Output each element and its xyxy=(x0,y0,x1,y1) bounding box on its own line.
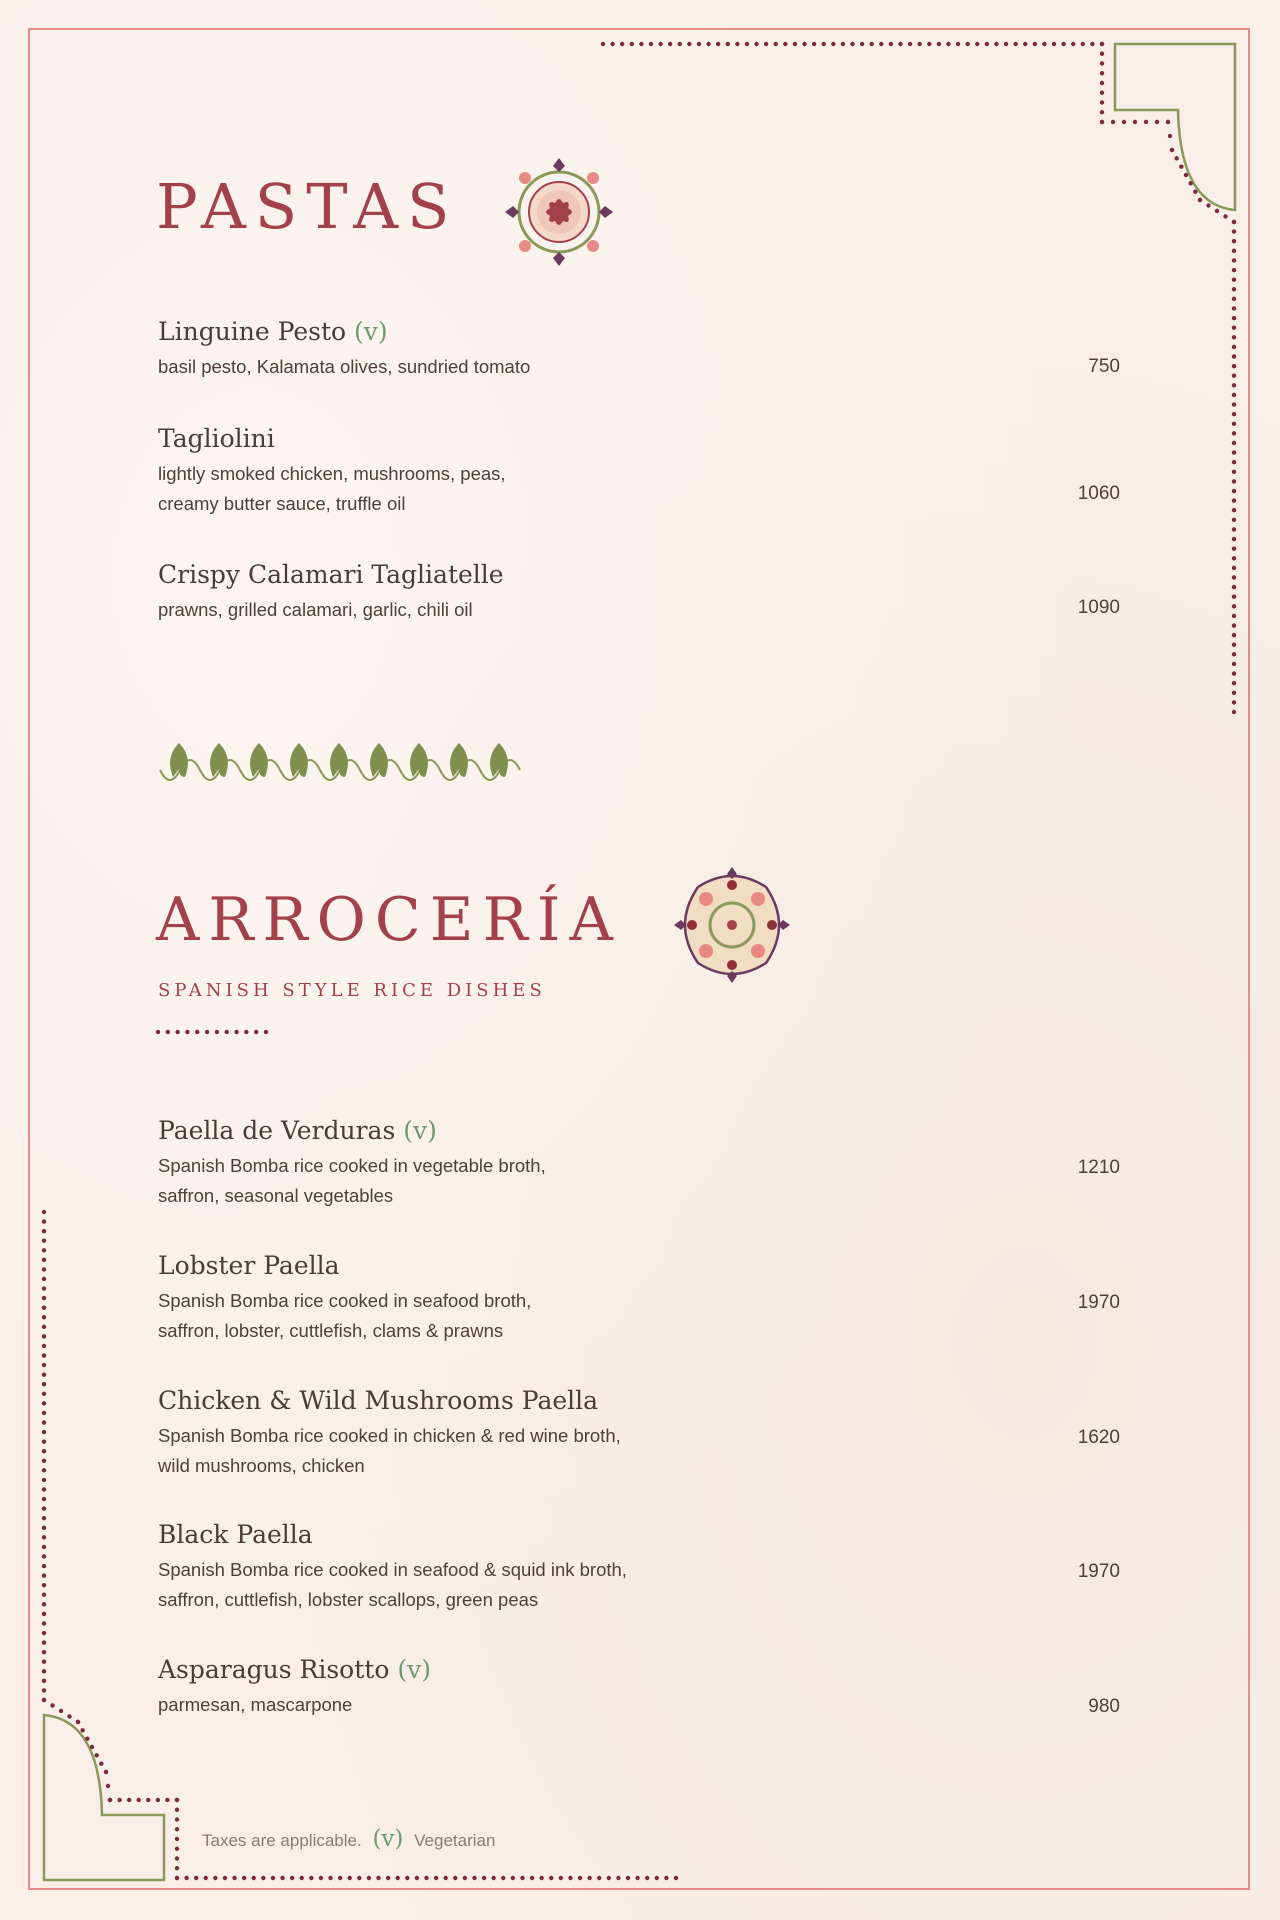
menu-item-price: 1210 xyxy=(1077,1157,1120,1178)
corner-ornament-top-right-icon xyxy=(1115,44,1235,210)
menu-item-name xyxy=(158,559,1120,591)
menu-item-name xyxy=(158,316,1120,348)
menu-item-title: Tagliolini xyxy=(158,424,275,453)
floral-medallion-icon xyxy=(505,158,613,266)
veg-legend-mark: (v) xyxy=(372,1826,404,1852)
menu-item-description: Spanish Bomba rice cooked in chicken & red wine broth, wild mushrooms, chicken xyxy=(158,1425,621,1476)
menu-item xyxy=(158,559,1120,625)
menu-item xyxy=(158,316,1120,382)
menu-item-title: Linguine Pesto xyxy=(158,317,347,346)
menu-item-title: Chicken & Wild Mushrooms Paella xyxy=(158,1386,599,1415)
menu-item xyxy=(158,1519,1120,1615)
menu-item-title: Crispy Calamari Tagliatelle xyxy=(158,560,504,589)
menu-item-name xyxy=(158,1250,1120,1282)
menu-item-title: Lobster Paella xyxy=(158,1251,340,1280)
menu-item-price: 1090 xyxy=(1077,597,1120,618)
menu-item-description: Spanish Bomba rice cooked in vegetable broth, saffron, seasonal vegetables xyxy=(158,1155,546,1206)
menu-item-price: 1970 xyxy=(1077,1292,1120,1313)
menu-item-name xyxy=(158,423,1120,455)
menu-item xyxy=(158,1654,1120,1720)
tile-medallion-icon xyxy=(674,867,790,983)
menu-item-price: 1620 xyxy=(1077,1427,1120,1448)
corner-ornament-bottom-left-icon xyxy=(44,1715,164,1880)
menu-item-description: Spanish Bomba rice cooked in seafood broth, saffron, lobster, cuttlefish, clams & prawns xyxy=(158,1290,532,1341)
pastas-heading: PASTAS xyxy=(156,170,459,243)
menu-item-name xyxy=(158,1519,1120,1551)
menu-item-description: lightly smoked chicken, mushrooms, peas, creamy butter sauce, truffle oil xyxy=(158,463,506,514)
veg-marker: (v) xyxy=(397,1655,431,1684)
menu-item-name xyxy=(158,1115,1120,1147)
menu-item-name xyxy=(158,1385,1120,1417)
menu-item-price: 1060 xyxy=(1077,483,1120,504)
menu-item-price: 1970 xyxy=(1077,1561,1120,1582)
veg-legend-label: Vegetarian xyxy=(414,1831,496,1850)
menu-item-title: Asparagus Risotto xyxy=(158,1655,390,1684)
taxes-note: Taxes are applicable. xyxy=(202,1831,362,1850)
arroceria-heading: ARROCERÍA xyxy=(156,885,622,955)
menu-item-name xyxy=(158,1654,1120,1686)
menu-item-description: parmesan, mascarpone xyxy=(158,1694,353,1715)
menu-item-price: 750 xyxy=(1088,356,1120,377)
menu-item-description: basil pesto, Kalamata olives, sundried tomato xyxy=(158,356,531,377)
arroceria-subtitle: SPANISH STYLE RICE DISHES xyxy=(158,980,546,1001)
footer-note xyxy=(202,1826,495,1852)
leaf-vine-divider-icon xyxy=(160,743,520,780)
veg-marker: (v) xyxy=(354,317,388,346)
menu-item xyxy=(158,1385,1120,1481)
menu-item xyxy=(158,423,1120,519)
menu-item-description: prawns, grilled calamari, garlic, chili oil xyxy=(158,599,473,620)
menu-item-title: Black Paella xyxy=(158,1520,313,1549)
menu-item-title: Paella de Verduras xyxy=(158,1116,396,1145)
menu-item-price: 980 xyxy=(1088,1696,1120,1717)
menu-item-description: Spanish Bomba rice cooked in seafood & squid ink broth, saffron, cuttlefish, lobster scallops, green peas xyxy=(158,1559,627,1610)
menu-item xyxy=(158,1115,1120,1211)
menu-item xyxy=(158,1250,1120,1346)
veg-marker: (v) xyxy=(403,1116,437,1145)
